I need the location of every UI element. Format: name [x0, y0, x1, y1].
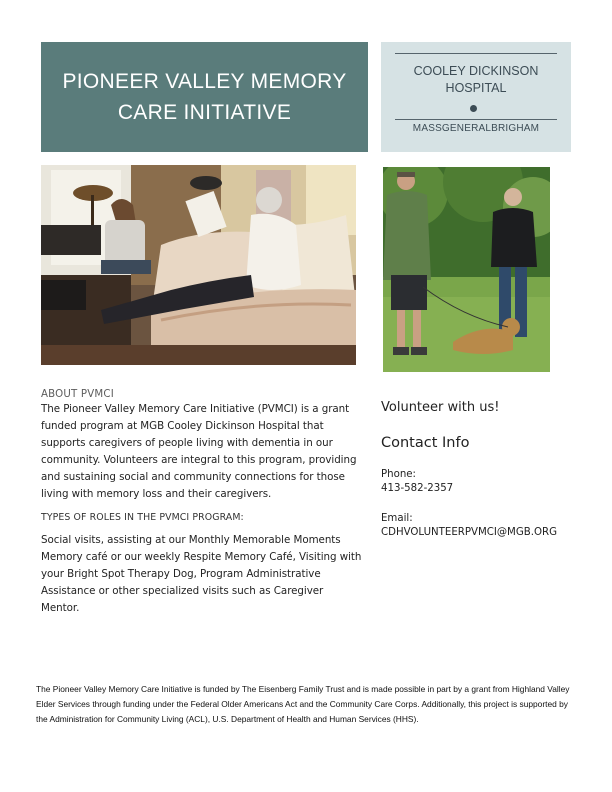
- funding-footer: The Pioneer Valley Memory Care Initiative is funded by The Eisenberg Family Trust and is made possible in part by a grant from Highland Valley Elder Services through funding under the Federal Older Americans Act and the Community Care Corps. Additionally, this project is supported by the Administration for Community Living (ACL), U.S. Department of Health and Human Services (HHS).: [36, 684, 570, 724]
- email-label: Email:: [381, 513, 413, 524]
- program-title-line1: PIONEER VALLEY MEMORY: [62, 70, 347, 93]
- program-title-line2: CARE INITIATIVE: [117, 101, 292, 124]
- divider: [395, 53, 557, 54]
- volunteer-callout: Volunteer with us!: [381, 400, 500, 415]
- hospital-name-line1: COOLEY DICKINSON: [413, 64, 539, 78]
- phone-label: Phone:: [381, 469, 416, 480]
- bullet-dot: [470, 105, 477, 112]
- contact-sidebar: [381, 400, 581, 540]
- roles-body: Social visits, assisting at our Monthly Memorable Moments Memory café or our weekly Respite Memory Café, Visiting with your Bright Spot Therapy Dog, Program Administrative Assistance or other specialized visits such as Caregiver Mentor.: [41, 534, 362, 614]
- hospital-name-line2: HOSPITAL: [445, 81, 507, 95]
- program-title-banner: [41, 42, 368, 152]
- about-heading: ABOUT PVMCI: [41, 389, 114, 400]
- brand-name: MASSGENERALBRIGHAM: [412, 123, 540, 134]
- divider: [395, 119, 557, 120]
- dog-walk-photo: [383, 167, 550, 372]
- about-body: The Pioneer Valley Memory Care Initiative (PVMCI) is a grant funded program at MGB Cooley Dickinson Hospital that supports caregivers of people living with dementia in our community. Volunteers are integral to this program, providing and sustaining social and community connections for those living with memory loss and their caregivers.: [41, 403, 357, 500]
- hospital-name: [381, 63, 571, 97]
- hospital-logo-box: [381, 42, 571, 152]
- roles-heading: TYPES OF ROLES IN THE PVMCI PROGRAM:: [41, 512, 244, 523]
- living-room-photo: [41, 165, 356, 365]
- about-section: [41, 389, 363, 617]
- email-address[interactable]: CDHVOLUNTEERPVMCI@MGB.ORG: [381, 527, 557, 538]
- contact-heading: Contact Info: [381, 435, 470, 451]
- phone-number[interactable]: 413-582-2357: [381, 483, 454, 494]
